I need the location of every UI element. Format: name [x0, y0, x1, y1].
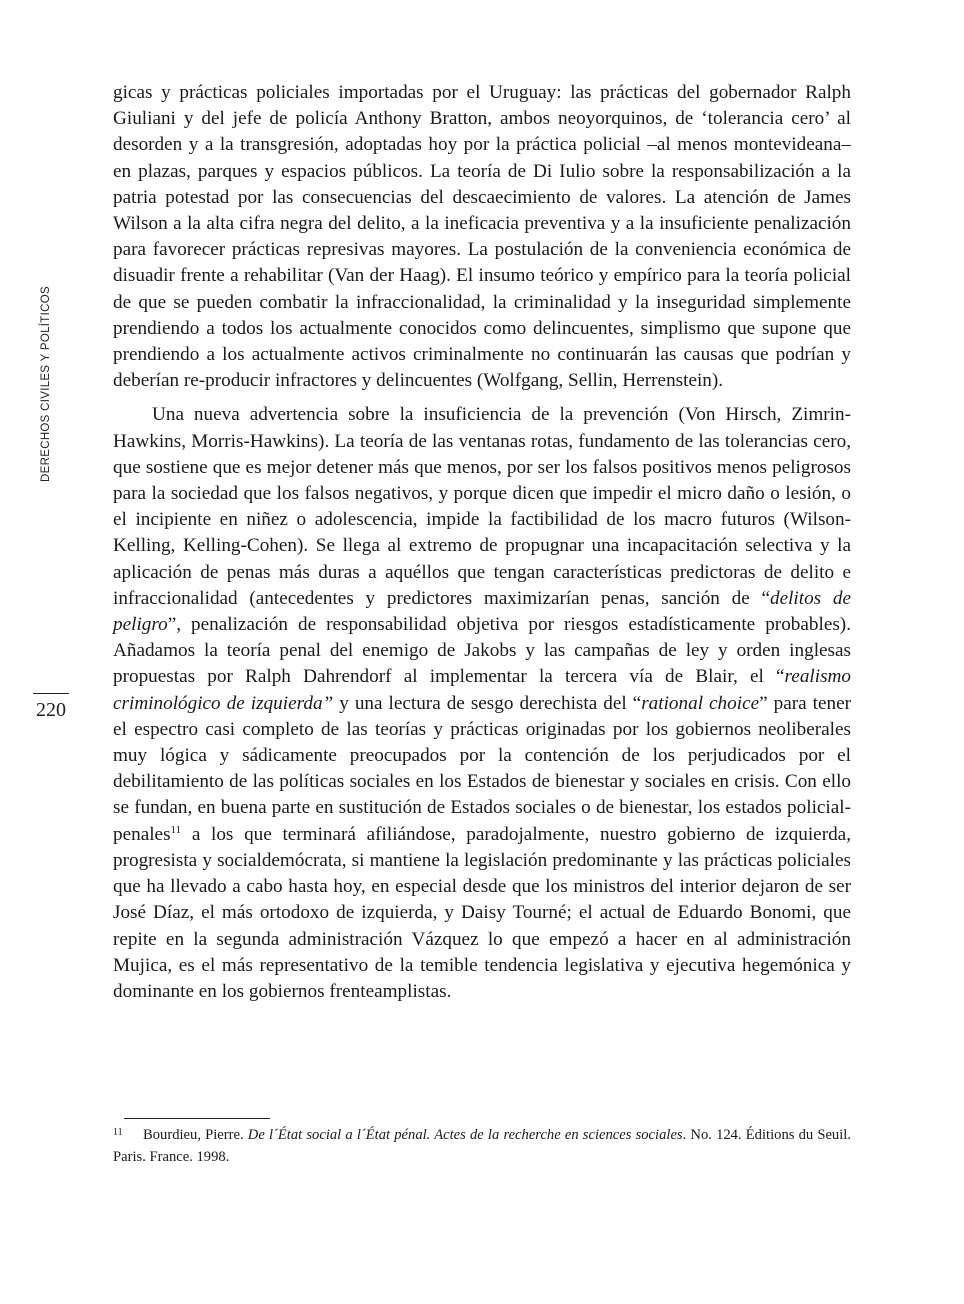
paragraph-2-text: a los que terminará afiliándose, paradojalmente, nuestro gobierno de izquierda, progresista y socialdemócrata, si mantiene la legislación predominante y las prácticas policiales que ha llevado a cabo hasta hoy, en especial desde que los ministros del interior dejaron de ser José Díaz, el más ortodoxo de izquierda, y Daisy Tourné; el actual de Eduardo Bonomi, que repite en la segunda administración Vázquez lo que empezó a hacer en al administración Mujica, es el más representativo de la temible tendencia legislativa y ejecutiva hegemónica y dominante en los gobiernos frenteamplistas. — [113, 823, 851, 1002]
italic-delitos-de-peligro: delitos de peligro — [113, 587, 851, 636]
footnote-separator — [124, 1118, 270, 1119]
body-text — [113, 80, 851, 1005]
paragraph-1: gicas y prácticas policiales importadas por el Uruguay: las prácticas del gobernador Ralph Giuliani y del jefe de policía Anthony Bratton, ambos neoyorquinos, de ‘tolerancia cero’ al desorden y a la transgresión, adoptadas hoy por la práctica policial –al menos montevideana– en plazas, parques y espacios públicos. La teoría de Di Iulio sobre la responsabilización a la patria potestad por las consecuencias del descaecimiento de valores. La atención de James Wilson a la alta cifra negra del delito, a la ineficacia preventiva y a la insuficiente penalización para favorecer prácticas represivas mayores. La postulación de la conveniencia económica de disuadir frente a rehabilitar (Van der Haag). El insumo teórico y empírico para la teoría policial de que se pueden combatir la infraccionalidad, la criminalidad y la inseguridad simplemente prendiendo a todos los actualmente conocidos como delincuentes, simplismo que supone que prendiendo a los actualmente activos criminalmente no continuarán las causas que podrían y deberían re-producir infractores y delincuentes (Wolfgang, Sellin, Herrenstein). — [113, 82, 851, 392]
paragraph-2 — [113, 402, 851, 1005]
footnote-author: Bourdieu, Pierre. — [143, 1127, 248, 1143]
footnote: 11 Bourdieu, Pierre. De l´État social a l´État pénal. Actes de la recherche en sciences sociales. No. 124. Éditions du Seuil. Paris. France. 1998. — [113, 1127, 851, 1165]
running-header: DERECHOS CIVILES Y POLÍTICOS — [40, 286, 52, 482]
paragraph-2-text: Una nueva advertencia sobre la insuficiencia de la prevención (Von Hirsch, Zimrin-Hawkins, Morris-Hawkins). La teoría de las ventanas rotas, fundamento de las tolerancias cero, que sostiene que es mejor detener más que menos, por ser los falsos positivos menos peligrosos para la sociedad que los falsos negativos, y porque dicen que impedir el micro daño o lesión, o el incipiente en niñez o adolescencia, impide la factibilidad de los macro futuros (Wilson-Kelling, Kelling-Cohen). Se llega al extremo de propugnar una incapacitación selectiva y la aplicación de penas más duras a aquéllos que tengan características predictoras de delito e infraccionalidad (antecedentes y predictores maximizarían penas, sanción de “ — [113, 404, 851, 609]
italic-rational-choice: rational choice — [641, 692, 760, 714]
footnote-reference[interactable]: 11 — [170, 823, 182, 836]
page-number-rule — [33, 693, 69, 694]
paragraph-2-text: y una lectura de sesgo derechista del “ — [333, 692, 642, 714]
paragraph-2-text: ”, penalización de responsabilidad objetiva por riesgos estadísticamente probables). Añadamos la teoría penal del enemigo de Jakobs y las campañas de ley y orden inglesas propuestas por Ralph Dahrendorf al implementar la tercera vía de Blair, el “ — [113, 614, 851, 688]
italic-realismo-criminologico: realismo criminológico de izquierda” — [113, 666, 851, 714]
paragraph-2-text: ” para tener el espectro casi completo de las teorías y prácticas originadas por los gobiernos neoliberales muy lógica y sádicamente preocupados por la contención de los perjudicados por el debilitamiento de las políticas sociales en los Estados de bienestar y sociales en crisis. Con ello se fundan, en buena parte en sustitución de Estados sociales o de bienestar, los estados policial-penales — [113, 692, 851, 845]
footnote-title: De l´État social a l´État pénal. Actes de la recherche en sciences sociales — [247, 1127, 683, 1143]
page-number: 220 — [36, 699, 66, 721]
footnote-details: . No. 124. Éditions du Seuil. Paris. France. 1998. — [113, 1127, 851, 1165]
